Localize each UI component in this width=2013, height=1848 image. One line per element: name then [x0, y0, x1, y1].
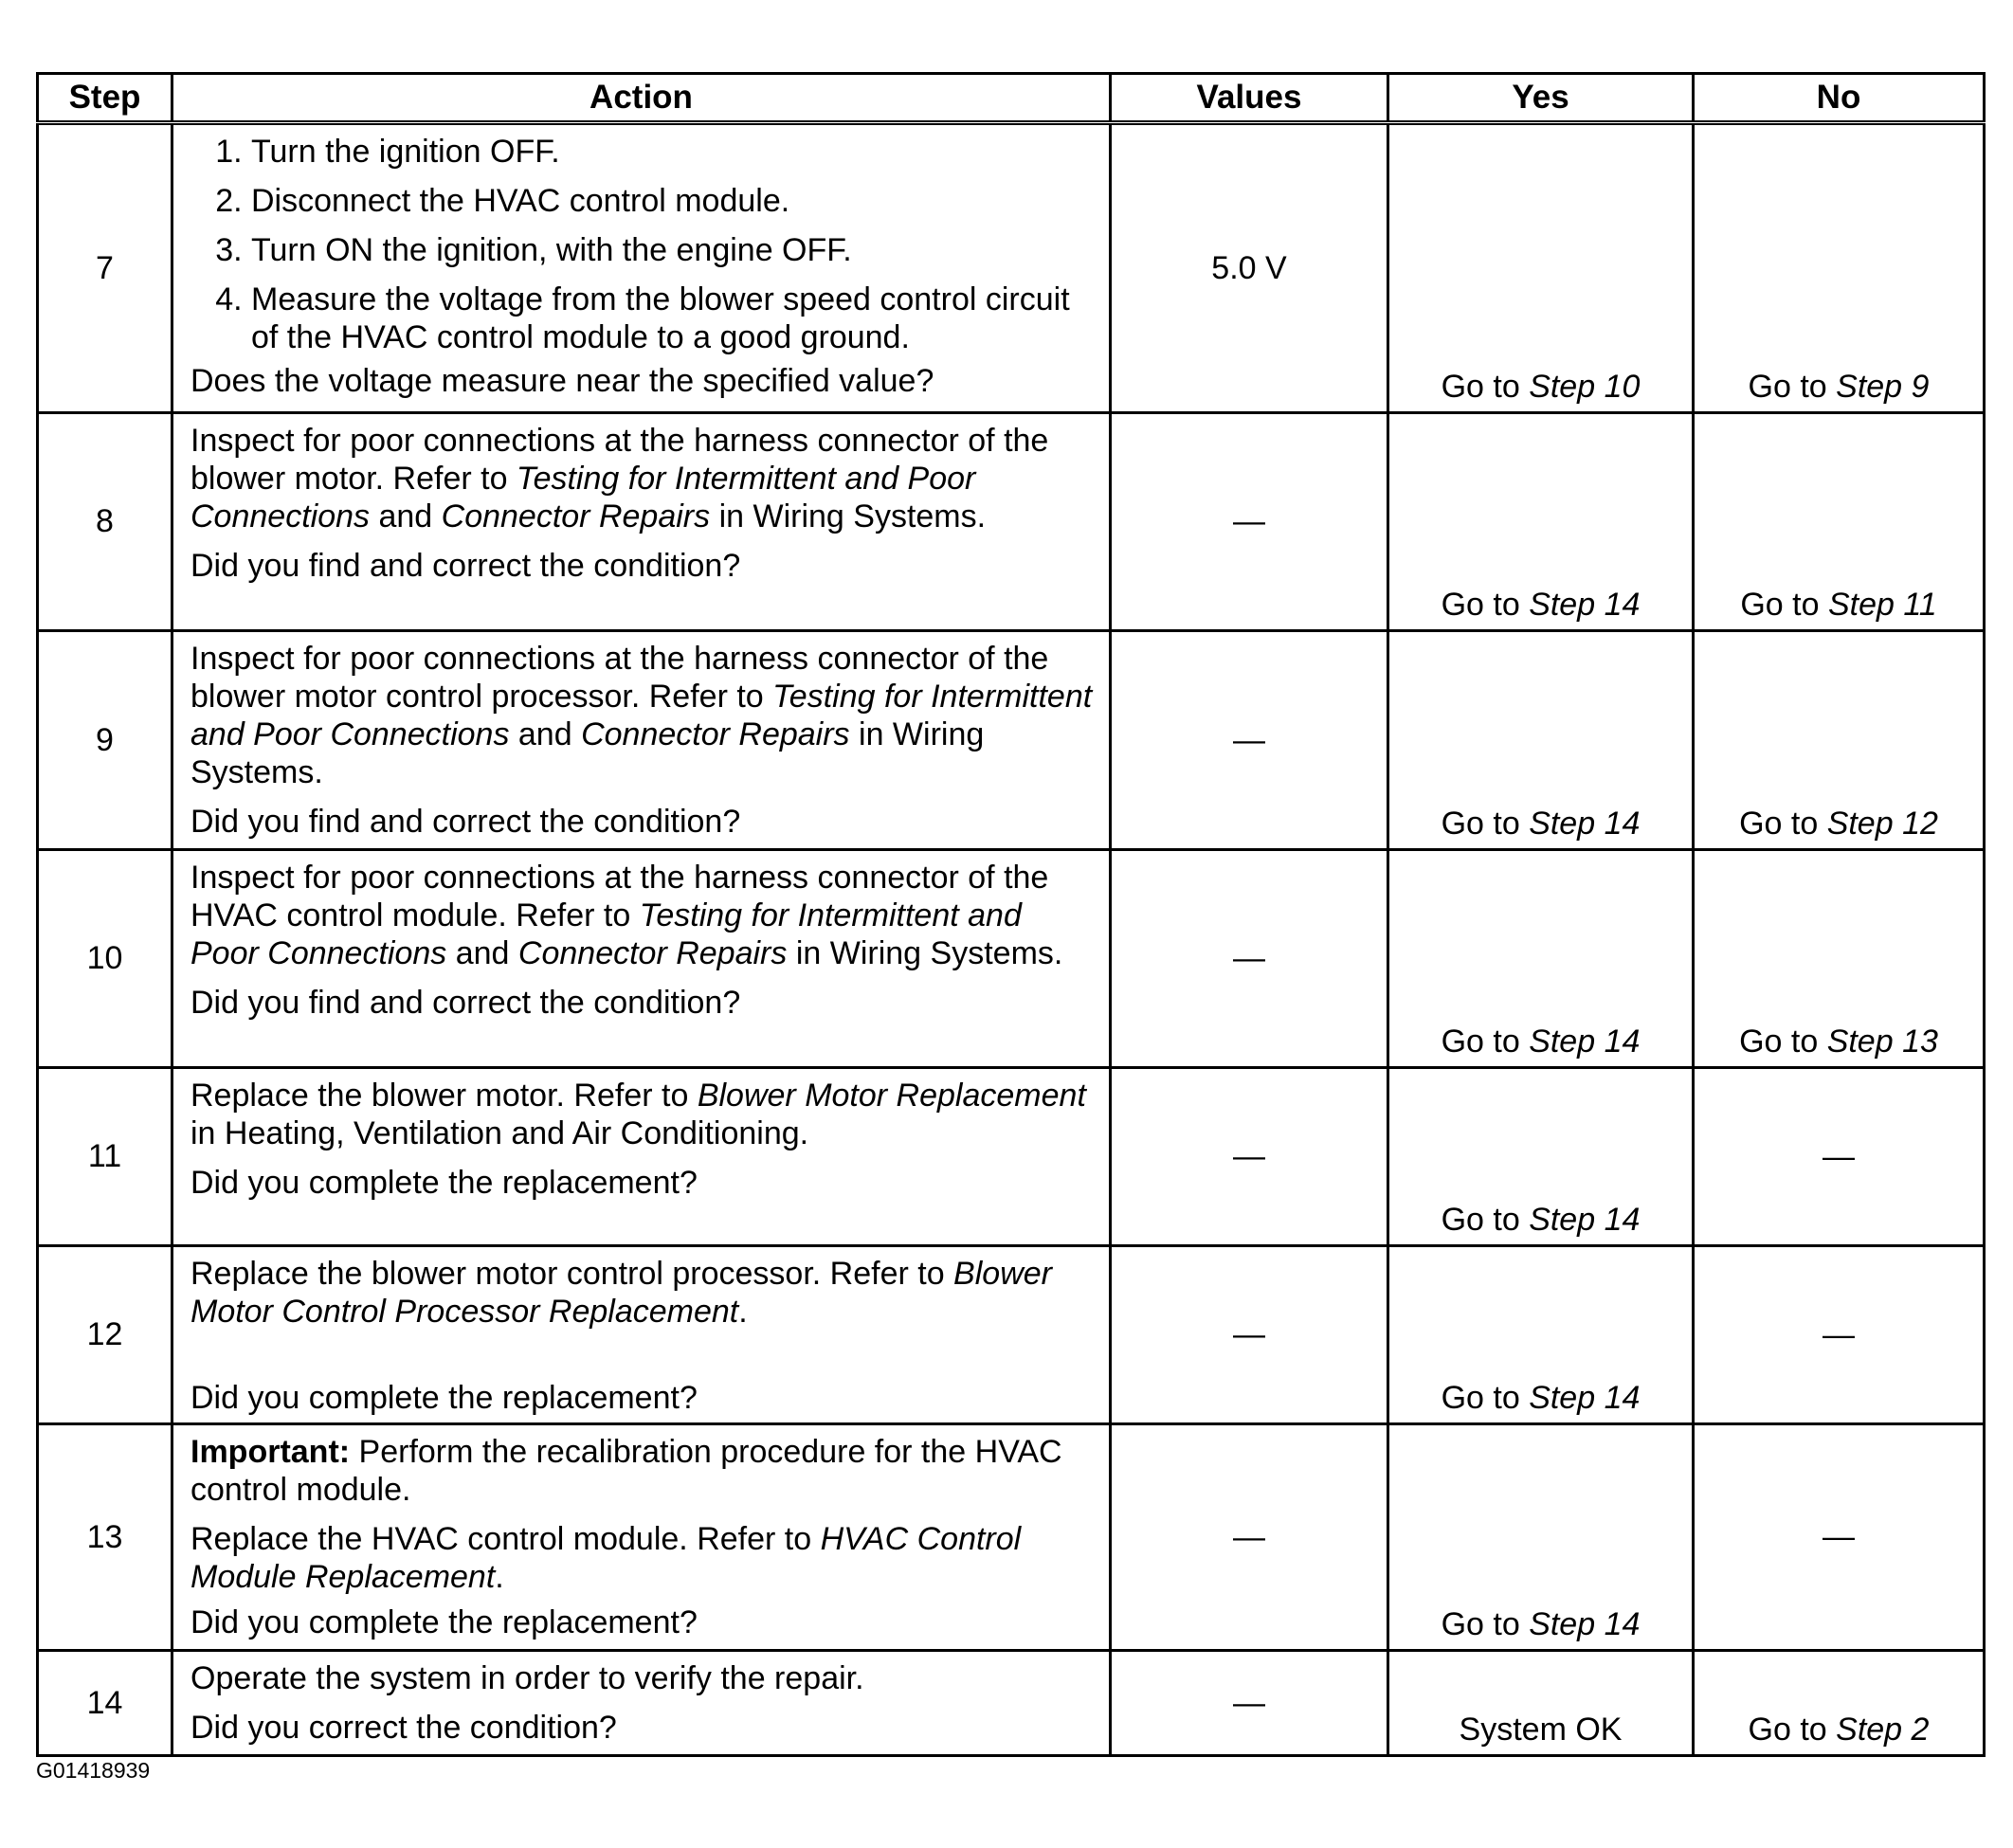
goto-prefix: Go to: [1441, 1024, 1530, 1060]
step-link[interactable]: Step 12: [1826, 806, 1938, 842]
reference-link[interactable]: HVAC Control Module Replacement: [190, 1521, 1022, 1595]
no-cell: [1694, 413, 1985, 631]
goto-prefix: Go to: [1441, 806, 1530, 842]
question-text: Did you complete the replacement?: [190, 1604, 698, 1640]
table-row: [38, 123, 1985, 413]
goto-prefix: Go to: [1441, 369, 1530, 405]
action-cell: [172, 631, 1111, 850]
reference-link[interactable]: Connector Repairs: [581, 716, 850, 752]
question-text: Did you find and correct the condition?: [190, 548, 741, 584]
table-row: [38, 1068, 1985, 1246]
step-link[interactable]: Step 14: [1529, 587, 1641, 623]
figure-id: G01418939: [36, 1758, 151, 1783]
step-number: 10: [38, 850, 172, 1068]
yes-cell: [1388, 1246, 1694, 1424]
goto-prefix: Go to: [1441, 1202, 1530, 1238]
question-text: Did you find and correct the condition?: [190, 804, 741, 840]
step-link[interactable]: Step 9: [1836, 369, 1930, 405]
table-row: [38, 850, 1985, 1068]
yes-value: System OK: [1459, 1712, 1623, 1748]
header-row: [38, 74, 1985, 123]
goto-prefix: Go to: [1739, 1024, 1827, 1060]
procedure-list: [190, 133, 1096, 356]
reference-link[interactable]: Testing for Intermittent and Poor Connections: [190, 461, 976, 534]
step-number: 14: [38, 1651, 172, 1756]
reference-link[interactable]: Connector Repairs: [517, 935, 788, 971]
goto-prefix: Go to: [1740, 587, 1828, 623]
reference-link[interactable]: Testing for Intermittent and Poor Connections: [190, 679, 1093, 752]
goto-prefix: Go to: [1441, 1380, 1530, 1416]
reference-link[interactable]: Blower Motor Replacement: [697, 1078, 1086, 1114]
no-cell: [1694, 1246, 1985, 1424]
no-value: —: [1823, 1138, 1855, 1174]
action-cell: [172, 1246, 1111, 1424]
step-link[interactable]: Step 14: [1529, 1024, 1641, 1060]
action-text: Inspect for poor connections at the harness connector of the blower motor. Refer to Testing for Intermittent and Poor Connections and Connector Repairs in Wiring Systems.: [190, 423, 1049, 534]
no-value: —: [1823, 1518, 1855, 1555]
yes-cell: [1388, 413, 1694, 631]
action-cell: [172, 1424, 1111, 1651]
header-yes: Yes: [1388, 74, 1694, 123]
action-cell: [172, 850, 1111, 1068]
table-row: [38, 413, 1985, 631]
goto-prefix: Go to: [1748, 1712, 1837, 1748]
yes-cell: [1388, 1068, 1694, 1246]
step-number: 8: [38, 413, 172, 631]
action-cell: [172, 1068, 1111, 1246]
reference-link[interactable]: Testing for Intermittent and Poor Connections: [190, 897, 1022, 971]
question-text: Did you complete the replacement?: [190, 1165, 698, 1201]
step-number: 13: [38, 1424, 172, 1651]
question-text: Does the voltage measure near the specified value?: [190, 363, 934, 399]
list-item: 2. Disconnect the HVAC control module.: [251, 182, 1096, 220]
step-link[interactable]: Step 10: [1529, 369, 1641, 405]
reference-link[interactable]: Blower Motor Control Processor Replacement: [190, 1256, 1052, 1330]
table-row: [38, 1246, 1985, 1424]
goto-prefix: Go to: [1739, 806, 1827, 842]
yes-cell: [1388, 123, 1694, 413]
step-link[interactable]: Step 2: [1836, 1712, 1930, 1748]
step-link[interactable]: Step 11: [1827, 587, 1937, 623]
action-text: Replace the HVAC control module. Refer to HVAC Control Module Replacement.: [190, 1521, 1022, 1595]
action-cell: [172, 413, 1111, 631]
no-value: —: [1823, 1316, 1855, 1352]
no-cell: [1694, 631, 1985, 850]
step-link[interactable]: Step 14: [1529, 1606, 1641, 1642]
action-cell: [172, 1651, 1111, 1756]
action-text: Inspect for poor connections at the harness connector of the blower motor control processor. Refer to Testing for Intermittent and Poor Connections and Connector Repairs in Wiring Systems.: [190, 641, 1093, 790]
step-number: 11: [38, 1068, 172, 1246]
list-item: 3. Turn ON the ignition, with the engine OFF.: [251, 231, 1096, 269]
no-cell: [1694, 850, 1985, 1068]
value-cell: —: [1111, 850, 1388, 1068]
value-cell: —: [1111, 413, 1388, 631]
action-text: Replace the blower motor control processor. Refer to Blower Motor Control Processor Replacement.: [190, 1256, 1052, 1330]
no-cell: [1694, 1651, 1985, 1756]
action-cell: [172, 123, 1111, 413]
value-cell: —: [1111, 1424, 1388, 1651]
step-link[interactable]: Step 14: [1529, 806, 1641, 842]
yes-cell: [1388, 850, 1694, 1068]
question-text: Did you correct the condition?: [190, 1710, 617, 1746]
yes-cell: [1388, 1424, 1694, 1651]
table-row: [38, 1651, 1985, 1756]
step-number: 7: [38, 123, 172, 413]
table-row: [38, 1424, 1985, 1651]
step-link[interactable]: Step 14: [1529, 1380, 1641, 1416]
goto-prefix: Go to: [1441, 1606, 1530, 1642]
value-cell: —: [1111, 631, 1388, 850]
value-cell: —: [1111, 1651, 1388, 1756]
header-no: No: [1694, 74, 1985, 123]
diagnostic-table: [36, 72, 1986, 1757]
important-label: Important:: [190, 1434, 351, 1470]
action-text: Operate the system in order to verify the repair.: [190, 1660, 864, 1696]
step-number: 9: [38, 631, 172, 850]
important-note: Important: Perform the recalibration procedure for the HVAC control module.: [190, 1434, 1062, 1508]
table-row: [38, 631, 1985, 850]
header-step: Step: [38, 74, 172, 123]
no-cell: [1694, 1424, 1985, 1651]
reference-link[interactable]: Connector Repairs: [441, 498, 711, 534]
value-cell: —: [1111, 1068, 1388, 1246]
no-cell: [1694, 123, 1985, 413]
question-text: Did you complete the replacement?: [190, 1380, 698, 1416]
goto-prefix: Go to: [1748, 369, 1837, 405]
no-cell: [1694, 1068, 1985, 1246]
goto-prefix: Go to: [1441, 587, 1530, 623]
action-text: Replace the blower motor. Refer to Blower Motor Replacement in Heating, Ventilation and Air Conditioning.: [190, 1078, 1086, 1151]
step-link[interactable]: Step 13: [1826, 1024, 1938, 1060]
header-values: Values: [1111, 74, 1388, 123]
action-text: Inspect for poor connections at the harness connector of the HVAC control module. Refer to Testing for Intermittent and Poor Connections and Connector Repairs in Wiring Systems.: [190, 860, 1063, 971]
header-action: Action: [172, 74, 1111, 123]
value-cell: 5.0 V: [1111, 123, 1388, 413]
yes-cell: [1388, 631, 1694, 850]
step-link[interactable]: Step 14: [1529, 1202, 1641, 1238]
question-text: Did you find and correct the condition?: [190, 985, 741, 1021]
step-number: 12: [38, 1246, 172, 1424]
list-item: 4. Measure the voltage from the blower speed control circuit of the HVAC control module to a good ground.: [251, 281, 1096, 356]
list-item: 1. Turn the ignition OFF.: [251, 133, 1096, 171]
yes-cell: [1388, 1651, 1694, 1756]
value-cell: —: [1111, 1246, 1388, 1424]
